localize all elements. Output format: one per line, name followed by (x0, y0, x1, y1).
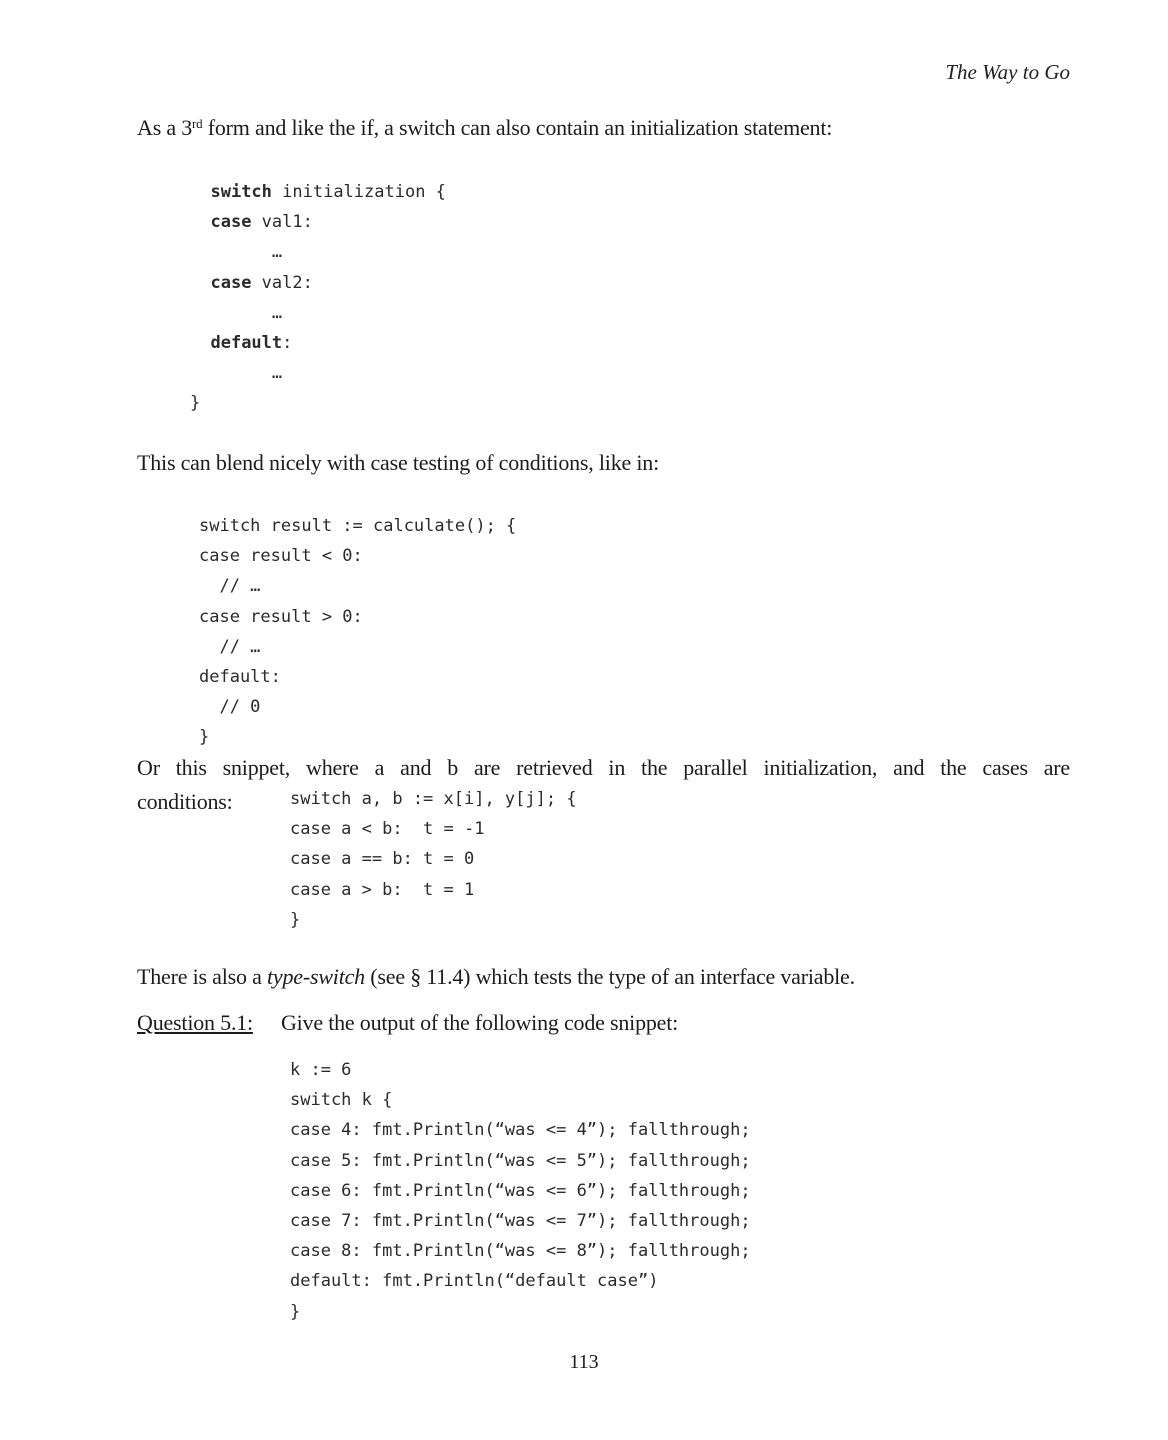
page-number: 113 (569, 1351, 599, 1373)
type-switch-term: type-switch (266, 964, 365, 989)
code-line: k := 6 (290, 1060, 352, 1080)
code-line: switch a, b := x[i], y[j]; { (290, 789, 577, 809)
code-block-switch-calculate (199, 511, 516, 753)
code-line: case 6: fmt.Println(“was <= 6”); fallthrough; (290, 1180, 751, 1201)
code-line: case 5: fmt.Println(“was <= 5”); fallthrough; (290, 1150, 751, 1171)
code-line: // … (199, 636, 261, 657)
code-line: } (290, 1301, 301, 1322)
code-line: case a == b: t = 0 (290, 849, 475, 870)
code-line: case 7: fmt.Println(“was <= 7”); fallthrough; (290, 1211, 751, 1232)
paragraph-text: (see § 11.4) which tests the type of an interface variable. (364, 964, 855, 989)
code-line: … (190, 363, 283, 384)
code-line: case a > b: t = 1 (290, 879, 475, 900)
question-5-1 (137, 1009, 1070, 1037)
paragraph-switch-init-intro (137, 114, 1070, 145)
code-line: // … (199, 576, 261, 597)
paragraph-case-testing: This can blend nicely with case testing of conditions, like in: (137, 450, 660, 475)
code-line: … (190, 242, 283, 263)
paragraph-text: There is also a (137, 964, 267, 989)
code-line: case a < b: t = -1 (290, 819, 485, 840)
code-line: } (190, 393, 201, 414)
code-line: default: fmt.Println(“default case”) (290, 1271, 659, 1292)
ordinal-superscript: rd (192, 116, 203, 131)
page-header: The Way to Go (945, 60, 1070, 84)
code-line: case result < 0: (199, 546, 363, 567)
code-block-switch-init (190, 177, 446, 419)
code-line: switch result := calculate(); { (199, 516, 517, 536)
question-text: Give the output of the following code snippet: (280, 1010, 679, 1035)
code-line: } (290, 909, 301, 930)
code-line: switch k { (290, 1090, 393, 1111)
code-line: case result > 0: (199, 606, 363, 627)
code-line: case 4: fmt.Println(“was <= 4”); fallthrough; (290, 1120, 751, 1141)
code-line: case val2: (210, 272, 313, 293)
code-block-question-snippet (290, 1055, 751, 1327)
paragraph-text: As a 3 (137, 115, 193, 140)
code-line: case 8: fmt.Println(“was <= 8”); fallthrough; (290, 1241, 751, 1262)
code-line: … (190, 302, 283, 323)
code-line: switch initialization { (210, 182, 446, 202)
code-line: // 0 (199, 697, 261, 718)
code-line: } (199, 727, 210, 748)
code-line: default: (199, 667, 281, 688)
code-block-switch-parallel (290, 784, 577, 935)
conditions-label: conditions: (137, 789, 233, 814)
question-label: Question 5.1: (137, 1010, 253, 1035)
conditions-row (137, 788, 577, 935)
paragraph-text: form and like the if, a switch can also contain an initialization statement: (202, 115, 833, 140)
code-line: default: (210, 333, 293, 354)
paragraph-type-switch (137, 963, 1070, 991)
code-line: case val1: (210, 212, 313, 233)
paragraph-parallel-init: Or this snippet, where a and b are retrieved in the parallel initialization, and the cases are (137, 755, 1070, 780)
